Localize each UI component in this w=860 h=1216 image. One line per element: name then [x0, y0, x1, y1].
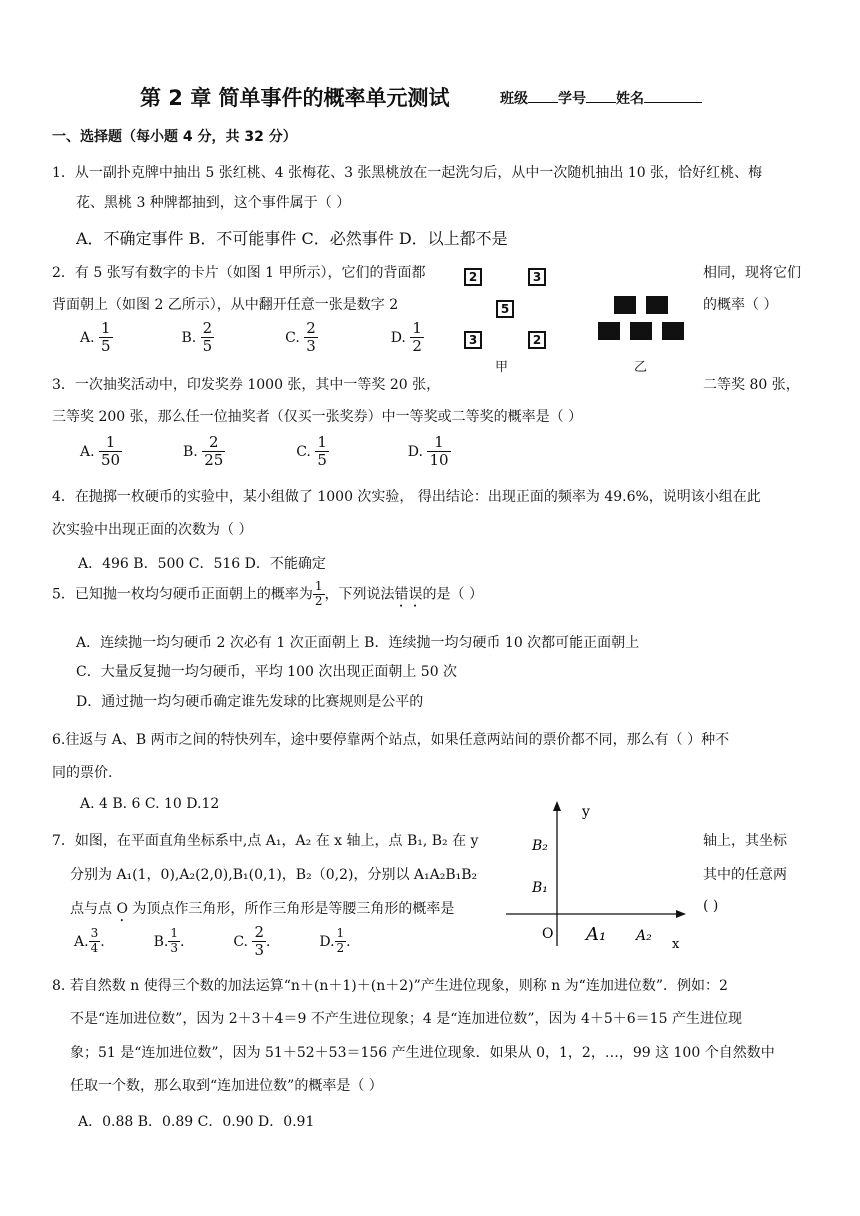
a1-label: A₁	[586, 924, 607, 945]
q1-options: A．不确定事件 B．不可能事件 C．必然事件 D．以上都不是	[76, 229, 508, 248]
student-id-label: 学号	[558, 91, 586, 107]
q4-line1: 4．在抛掷一枚硬币的实验中，某小组做了 1000 次实验， 得出结论：出现正面的频率为 49.6%，说明该小组在此	[52, 489, 761, 505]
q8-line2: 不是“连加进位数”，因为 2＋3＋4＝9 不产生进位现象；4 是“连加进位数”，因为 4＋5＋6＝15 产生进位现	[70, 1011, 742, 1027]
q5-option-c: C．大量反复抛一均匀硬币，平均 100 次出现正面朝上 50 次	[76, 664, 458, 680]
q5-stem: 5．已知抛一枚均匀硬币正面朝上的概率为 $\frac{1}{2}$ ，下列说法错误的是（ ）	[52, 579, 483, 608]
q4-options: A．496 B．500 C．516 D．不能确定	[78, 556, 326, 572]
x-axis-arrow	[676, 910, 686, 918]
q6-line1: 6.往返与 A、B 两市之间的特快列车，途中要停靠两个站点，如果任意两站间的票价都不同，那么有（ ）种不	[52, 732, 730, 748]
q7-option-a: A. $\frac{3}{4}$ .	[74, 926, 105, 956]
q8-line4: 任取一个数，那么取到“连加进位数”的概率是（ ）	[70, 1078, 383, 1094]
q2-line2-left: 背面朝上（如图 2 乙所示），从中翻开任意一张是数字 2	[52, 297, 399, 313]
q2-option-b: B. $\frac{2}{5}$	[181, 319, 213, 356]
q1-line1: 1．从一副扑克牌中抽出 5 张红桃、4 张梅花、3 张黑桃放在一起洗匀后，从中一次随机抽出 10 张，恰好红桃、梅	[52, 165, 763, 181]
caption-yi: 乙	[634, 360, 648, 375]
q3-line1-right: 二等奖 80 张，	[703, 377, 800, 393]
coordinate-figure	[500, 798, 700, 954]
card-3-bottom: 3	[464, 331, 482, 349]
q3-option-b: B. $\frac{2}{25}$	[183, 433, 224, 470]
q3-option-d: D. $\frac{1}{10}$	[407, 433, 449, 470]
q6-options: A. 4 B. 6 C. 10 D.12	[80, 796, 220, 812]
q5-fraction: $\frac{1}{2}$	[314, 579, 323, 608]
y-axis-label: y	[582, 804, 590, 820]
page-title: 第 2 章 简单事件的概率单元测试	[140, 86, 450, 110]
x-axis-label: x	[672, 937, 680, 952]
name-label: 姓名	[616, 91, 644, 107]
q4-line2: 次实验中出现正面的次数为（ ）	[52, 522, 253, 538]
q2-option-d: D. $\frac{1}{2}$	[390, 319, 422, 356]
b1-label: B₁	[532, 880, 548, 896]
q5-option-d: D．通过抛一均匀硬币确定谁先发球的比赛规则是公平的	[76, 694, 424, 710]
origin-label: O	[542, 926, 554, 942]
q8-line3: 象；51 是“连加进位数”，因为 51＋52＋53＝156 产生进位现象．如果从 0，1，2，…，99 这 100 个自然数中	[70, 1045, 775, 1061]
b2-label: B₂	[532, 838, 548, 854]
q7-options	[74, 924, 351, 960]
face-down-card	[598, 322, 620, 340]
q2-option-c: C. $\frac{2}{3}$	[285, 319, 316, 356]
q2-options	[80, 320, 424, 356]
student-info	[500, 88, 702, 108]
q3-line1-left: 3．一次抽奖活动中，印发奖券 1000 张，其中一等奖 20 张，	[52, 377, 441, 393]
card-2-top: 2	[464, 268, 482, 286]
q7-line3-right: ( )	[703, 898, 719, 914]
q3-option-a: A. $\frac{1}{50}$	[80, 433, 121, 470]
q7-line2-right: 其中的任意两	[703, 867, 787, 883]
q8-options: A．0.88 B．0.89 C．0.90 D．0.91	[78, 1114, 315, 1130]
face-down-card	[646, 296, 668, 314]
q7-line1-right: 轴上，其坐标	[703, 833, 787, 849]
q7-option-b: B. $\frac{1}{3}$ .	[153, 926, 185, 956]
q7-line1-left: 7．如图，在平面直角坐标系中,点 A₁，A₂ 在 x 轴上，点 B₁, B₂ 在 y	[52, 833, 479, 849]
q7-option-d: D. $\frac{1}{2}$ .	[319, 926, 351, 956]
q7-option-c: C. $\frac{2}{3}$ .	[233, 923, 271, 960]
q8-line1: 8. 若自然数 n 使得三个数的加法运算“n＋(n＋1)＋(n＋2)”产生进位现象，则称 n 为“连加进位数”．例如：2	[52, 978, 728, 994]
section-heading: 一、选择题（每小题 4 分，共 32 分）	[52, 129, 297, 145]
y-axis-arrow	[553, 801, 561, 811]
q7-line2-left: 分别为 A₁(1，0),A₂(2,0),B₁(0,1)，B₂（0,2)，分别以 A₁A₂B₁B₂	[70, 867, 478, 883]
q7-line3: 点与点 O 为顶点作三角形，所作三角形是等腰三角形的概率是	[70, 901, 455, 917]
q3-option-c: C. $\frac{1}{5}$	[296, 433, 327, 470]
q6-line2: 同的票价.	[52, 765, 113, 781]
q1-line2: 花、黑桃 3 种牌都抽到，这个事件属于（ ）	[76, 195, 351, 211]
q3-options	[80, 434, 451, 470]
q3-line2: 三等奖 200 张，那么任一位抽奖者（仅买一张奖券）中一等奖或二等奖的概率是（ ）	[52, 409, 583, 425]
q2-line2-right: 的概率（ ）	[703, 297, 778, 313]
q2-line1-right: 相同，现将它们	[703, 265, 801, 281]
card-3-top: 3	[528, 268, 546, 286]
q5-option-ab: A．连续抛一均匀硬币 2 次必有 1 次正面朝上 B．连续抛一均匀硬币 10 次都可能正面朝上	[76, 635, 640, 651]
caption-jia: 甲	[495, 360, 509, 375]
face-down-card	[614, 296, 636, 314]
q2-line1-left: 2．有 5 张写有数字的卡片（如图 1 甲所示），它们的背面都	[52, 265, 426, 281]
face-down-card	[630, 322, 652, 340]
card-2-bottom: 2	[528, 331, 546, 349]
class-label: 班级	[500, 91, 528, 107]
face-down-card	[662, 322, 684, 340]
a2-label: A₂	[636, 928, 652, 944]
card-5-center: 5	[496, 300, 514, 318]
q2-option-a: A. $\frac{1}{5}$	[80, 319, 111, 356]
